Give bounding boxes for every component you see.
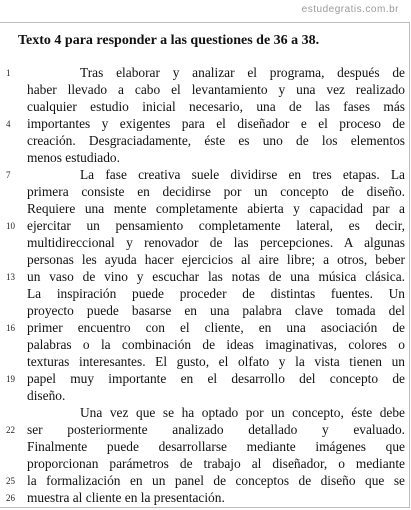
line-text: haber llevado a cabo el levantamiento y una vez realizado [27, 82, 405, 97]
text-line [0, 150, 411, 166]
text-line [0, 354, 411, 370]
line-number: 4 [6, 119, 11, 129]
text-line [0, 184, 411, 200]
text-line [0, 286, 411, 302]
line-number: 1 [6, 68, 11, 78]
line-text: personas les ayuda hacer ejercicios al aire libre; a otros, beber [27, 252, 405, 267]
line-text: primera consiste en decidirse por un concepto de diseño. [27, 184, 405, 199]
text-line [0, 99, 411, 115]
line-text: primer encuentro con el cliente, en una asociación de [27, 320, 405, 335]
line-text: ejercitar un pensamiento completamente lateral, es decir, [27, 218, 405, 233]
line-number: 7 [6, 170, 11, 180]
line-text: texturas interesantes. El gusto, el olfato y la vista tienen un [27, 354, 405, 369]
line-text: palabras o la combinación de ideas imaginativas, colores o [27, 337, 405, 352]
text-line [0, 252, 411, 268]
text-line [0, 303, 411, 319]
line-text: Una vez que se ha optado por un concepto, éste debe [80, 405, 405, 420]
text-line [0, 218, 411, 234]
line-text: Tras elaborar y analizar el programa, después de [80, 65, 405, 80]
line-text: importantes y exigentes para el diseñador e el proceso de [27, 116, 405, 131]
text-line [0, 405, 411, 421]
line-text: proyecto puede basarse en una palabra clave tomada del [27, 303, 405, 318]
line-text: papel muy importante en el desarrollo del concepto de [27, 371, 405, 386]
line-number: 25 [6, 476, 15, 486]
text-heading: Texto 4 para responder a las questiones de 36 a 38. [18, 33, 320, 48]
text-line [0, 133, 411, 149]
text-line [0, 473, 411, 489]
text-line [0, 456, 411, 472]
line-number: 13 [6, 272, 15, 282]
text-line [0, 422, 411, 438]
text-line [0, 65, 411, 81]
line-number: 19 [6, 374, 15, 384]
line-text: menos estudiado. [27, 150, 120, 165]
text-line [0, 116, 411, 132]
text-line [0, 269, 411, 285]
line-text: la formalización en un panel de conceptos de diseño que se [27, 473, 405, 488]
line-text: muestra al cliente en la presentación. [27, 490, 225, 505]
line-text: multidireccional y renovador de las percepciones. A algunas [27, 235, 405, 250]
line-text: creación. Desgraciadamente, éste es uno de los elementos [27, 133, 405, 148]
line-text: Finalmente puede desarrollarse mediante imágenes que [27, 439, 405, 454]
text-line [0, 167, 411, 183]
text-line [0, 201, 411, 217]
text-line [0, 439, 411, 455]
line-text: ser posteriormente analizado detallado y evaluado. [27, 422, 405, 437]
line-text: diseño. [27, 388, 66, 403]
line-number: 26 [6, 493, 15, 503]
line-number: 16 [6, 323, 15, 333]
line-text: La fase creativa suele dividirse en tres etapas. La [80, 167, 405, 182]
line-text: un vaso de vino y escuchar las notas de una música clásica. [27, 269, 405, 284]
text-line [0, 235, 411, 251]
line-text: cualquier estudio inicial necesario, una de las fases más [27, 99, 405, 114]
line-text: proporcionan parámetros de trabajo al diseñador, o mediante [27, 456, 405, 471]
line-number: 10 [6, 221, 15, 231]
line-number: 22 [6, 425, 15, 435]
line-text: Requiere una mente completamente abierta y capacidad par a [27, 201, 405, 216]
text-line [0, 490, 411, 506]
text-line [0, 388, 411, 404]
text-line [0, 320, 411, 336]
text-line [0, 82, 411, 98]
text-line [0, 371, 411, 387]
site-watermark: estudegratis.com.br [301, 4, 399, 15]
line-text: La inspiración puede proceder de distintas fuentes. Un [27, 286, 405, 301]
text-line [0, 337, 411, 353]
